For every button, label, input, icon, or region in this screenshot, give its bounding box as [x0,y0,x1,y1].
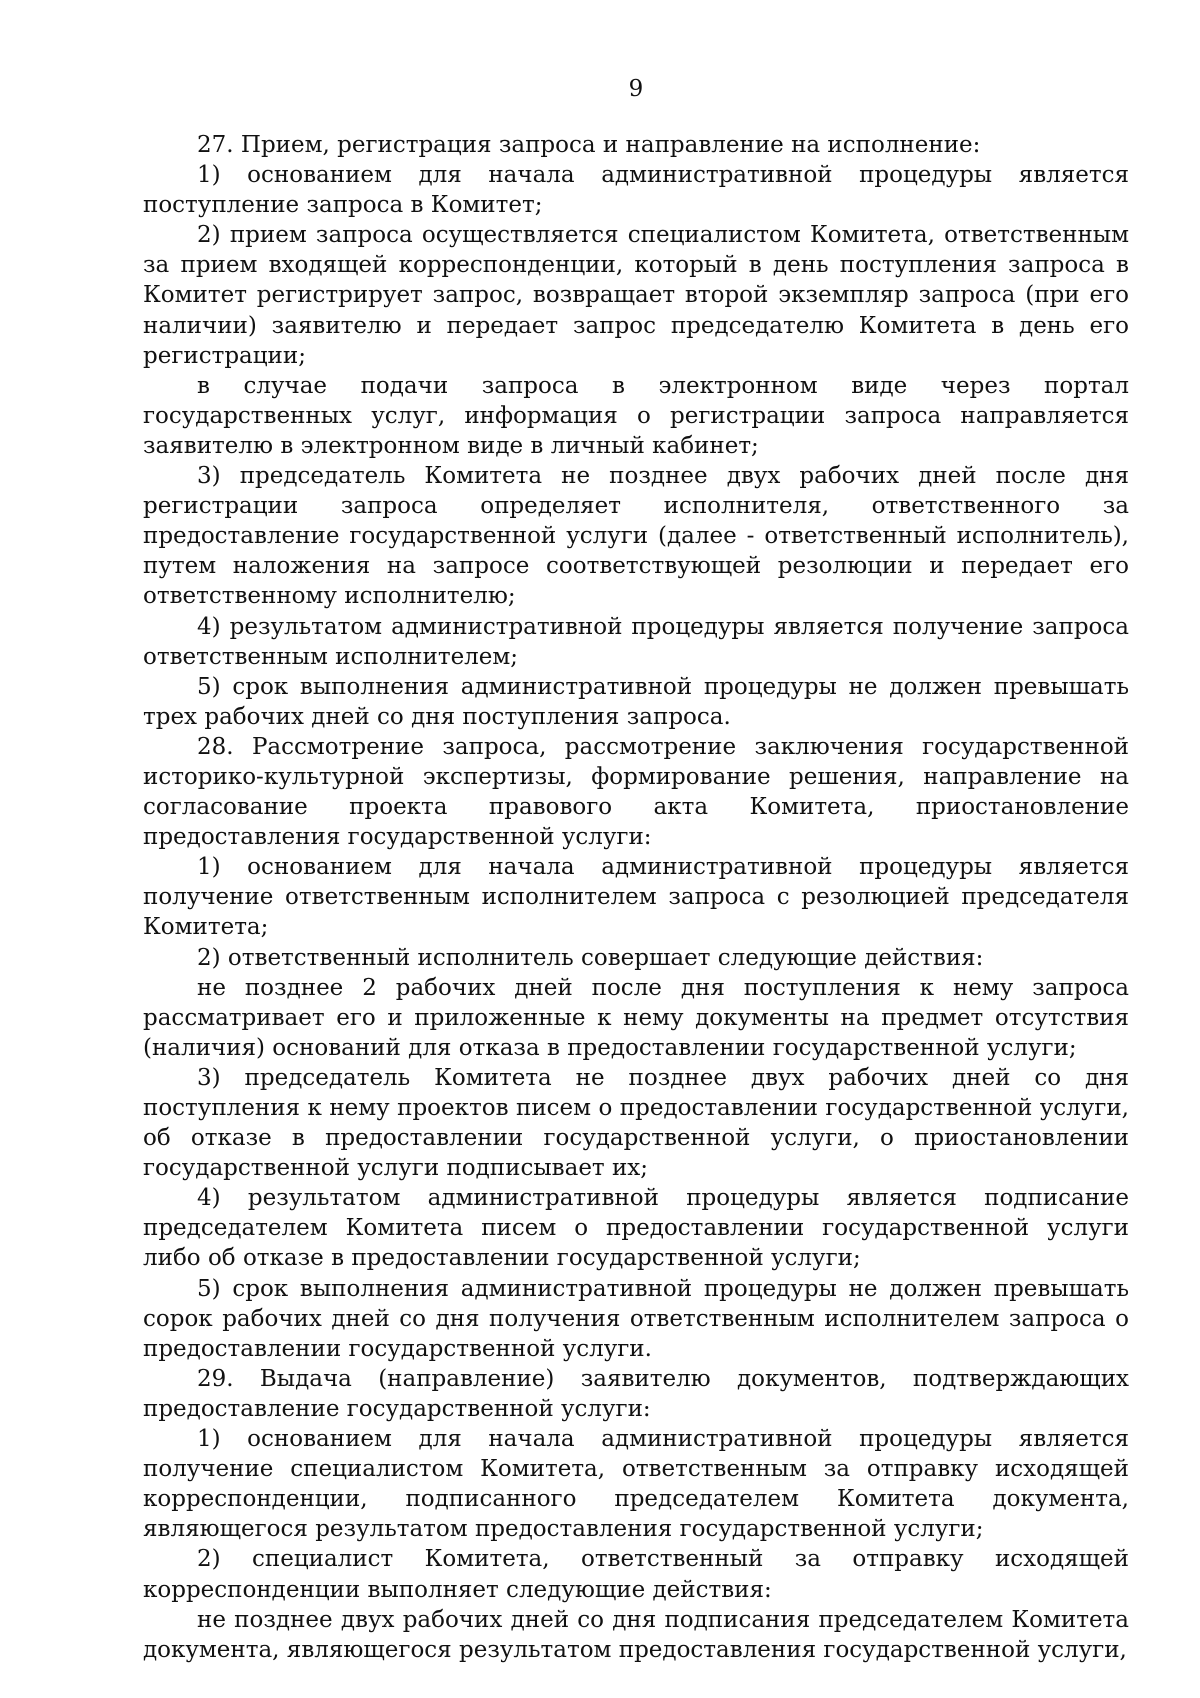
paragraph-27-heading: 27. Прием, регистрация запроса и направление на исполнение: [197,132,981,158]
page-number: 9 [628,76,644,102]
paragraph: не позднее 2 рабочих дней после дня поступления к нему запроса рассматривает его и приложенные к нему документы на предмет отсутствия (наличия) оснований для отказа в предоставлении государственной услуги; [143,974,1129,1061]
paragraph-29-heading: 29. Выдача (направление) заявителю документов, подтверждающих предоставление государственной услуги: [143,1365,1129,1422]
document-body [143,130,1129,1665]
paragraph: 3) председатель Комитета не позднее двух рабочих дней после дня регистрации запроса определяет исполнителя, ответственного за предоставление государственной услуги (далее - ответственный исполнитель), путем наложения на запросе соответствующей резолюции и передает его ответственному исполнителю; [143,463,1129,610]
document-page [143,74,1129,1665]
paragraph: 1) основанием для начала административной процедуры является получение специалистом Комитета, ответственным за отправку исходящей корреспонденции, подписанного председателем Комитета документа, являющегося результатом предоставления государственной услуги; [143,1426,1129,1543]
paragraph: 4) результатом административной процедуры является получение запроса ответственным исполнителем; [143,613,1129,670]
paragraph: 3) председатель Комитета не позднее двух рабочих дней со дня поступления к нему проектов писем о предоставлении государственной услуги, об отказе в предоставлении государственной услуги, о приостановлении государственной услуги подписывает их; [143,1064,1129,1182]
paragraph: 4) результатом административной процедуры является подписание председателем Комитета писем о предоставлении государственной услуги либо об отказе в предоставлении государственной услуги; [143,1185,1129,1272]
paragraph-28-heading: 28. Рассмотрение запроса, рассмотрение заключения государственной историко-культурной экспертизы, формирование решения, направление на согласование проекта правового акта Комитета, приостановление предоставления государственной услуги: [143,733,1129,851]
paragraph: не позднее двух рабочих дней со дня подписания председателем Комитета документа, являющегося результатом предоставления государственной услуги, [143,1606,1129,1663]
paragraph: 5) срок выполнения административной процедуры не должен превышать трех рабочих дней со дня поступления запроса. [143,673,1129,730]
paragraph: 2) ответственный исполнитель совершает следующие действия: [197,944,984,971]
paragraph: 1) основанием для начала административной процедуры является поступление запроса в Комитет; [143,162,1129,219]
paragraph: 5) срок выполнения административной процедуры не должен превышать сорок рабочих дней со дня получения ответственным исполнителем запроса о предоставлении государственной услуги. [143,1275,1129,1362]
paragraph: 2) специалист Комитета, ответственный за отправку исходящей корреспонденции выполняет следующие действия: [143,1546,1129,1603]
paragraph: 1) основанием для начала административной процедуры является получение ответственным исполнителем запроса с резолюцией председателя Комитета; [143,854,1129,941]
paragraph: в случае подачи запроса в электронном виде через портал государственных услуг, информация о регистрации запроса направляется заявителю в электронном виде в личный кабинет; [143,372,1129,459]
paragraph: 2) прием запроса осуществляется специалистом Комитета, ответственным за прием входящей корреспонденции, который в день поступления запроса в Комитет регистрирует запрос, возвращает второй экземпляр запроса (при его наличии) заявителю и передает запрос председателю Комитета в день его регистрации; [143,222,1129,369]
